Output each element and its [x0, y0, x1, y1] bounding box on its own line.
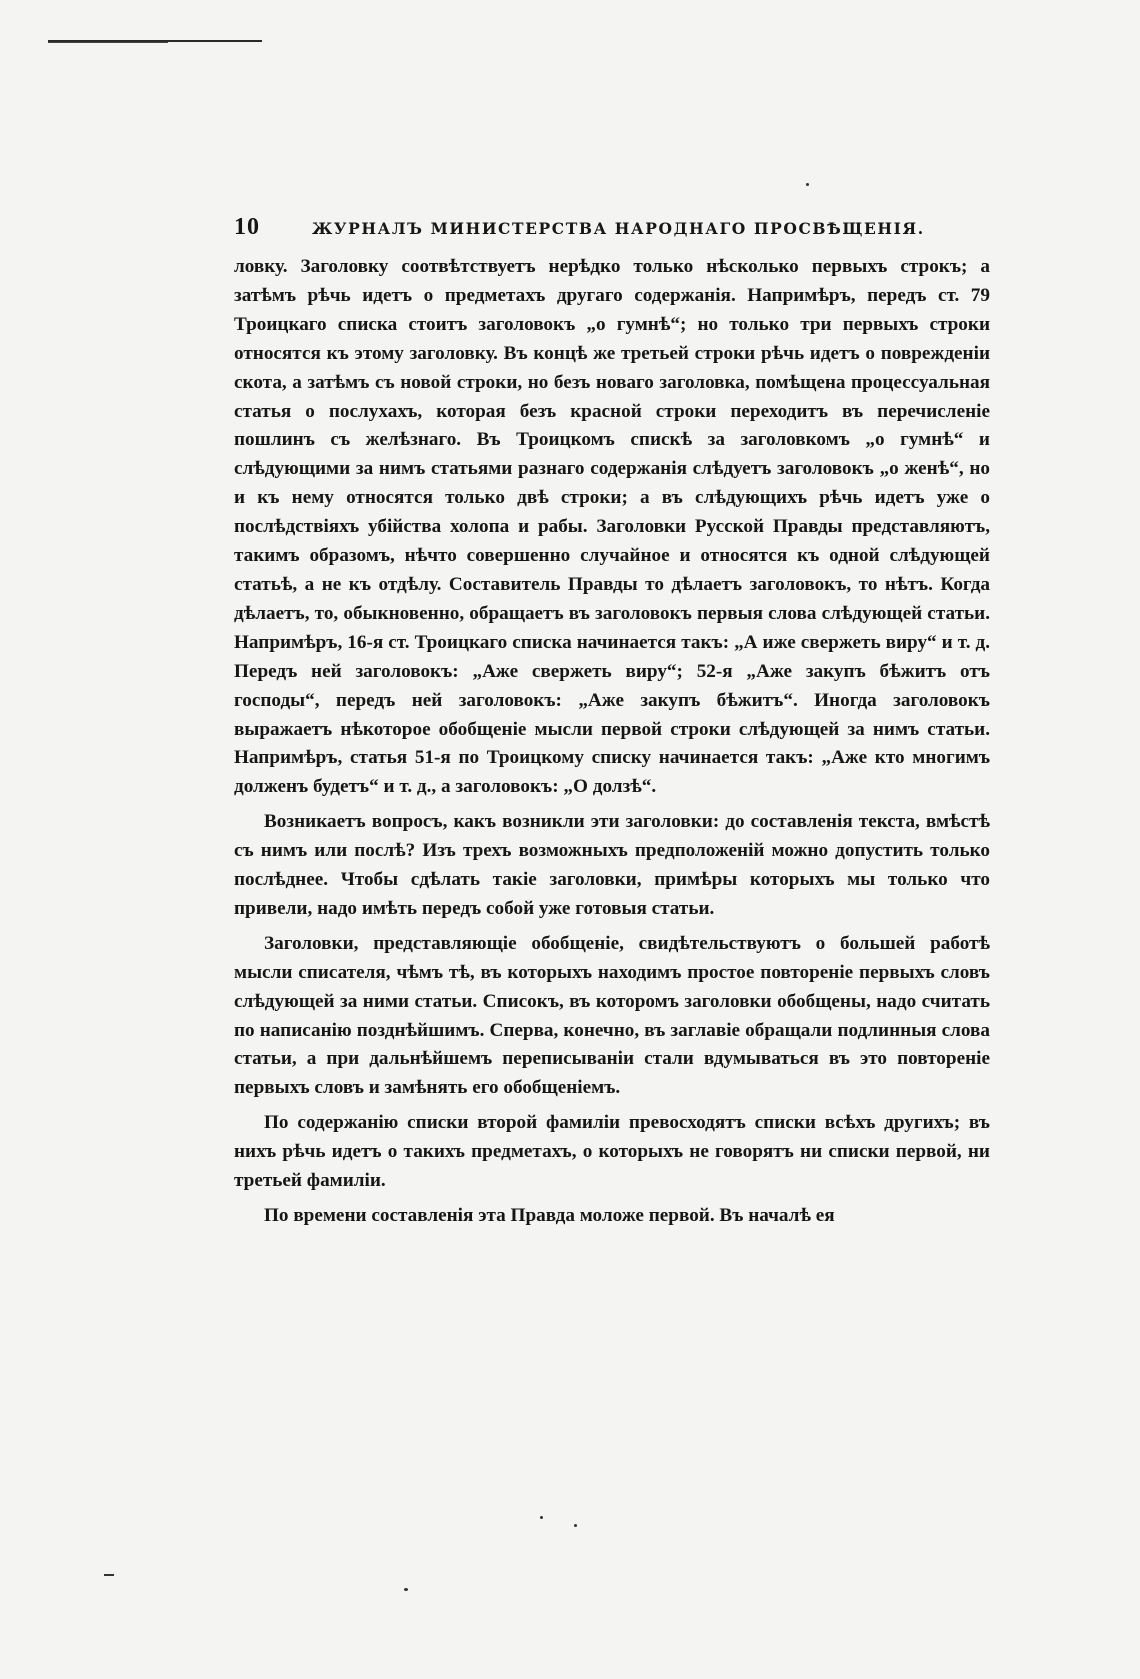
scan-speck — [806, 183, 809, 186]
body-text — [234, 253, 990, 1231]
paragraph-4: По содержанію списки второй фамиліи превосходятъ списки всѣхъ другихъ; въ нихъ рѣчь идетъ о такихъ предметахъ, о которыхъ не говорятъ ни списки первой, ни третьей фамиліи. — [234, 1112, 990, 1192]
scan-speck — [104, 1574, 114, 1576]
scan-speck — [540, 1516, 543, 1519]
paragraph-3: Заголовки, представляющіе обобщеніе, свидѣтельствуютъ о большей работѣ мысли списателя, чѣмъ тѣ, въ которыхъ находимъ простое повтореніе первыхъ словъ слѣдующей за ними статьи. Списокъ, въ которомъ заголовки обобщены, надо считать по написанію позднѣйшимъ. Сперва, конечно, въ заглавіе обращали подлинныя слова статьи, а при дальнѣйшемъ переписываніи стали вдумываться въ это повтореніе первыхъ словъ и замѣнять его обобщеніемъ. — [234, 932, 990, 1099]
journal-title: ЖУРНАЛЪ МИНИСТЕРСТВА НАРОДНАГО ПРОСВѢЩЕНІЯ. — [312, 219, 925, 238]
paragraph-1: ловку. Заголовку соотвѣтствуетъ нерѣдко только нѣсколько первыхъ строкъ; а затѣмъ рѣчь идетъ о предметахъ другаго содержанія. Напримѣръ, передъ ст. 79 Троицкаго списка стоитъ заголовокъ „о гумнѣ“; но только три первыхъ строки относятся къ этому заголовку. Въ концѣ же третьей строки рѣчь идетъ о поврежденіи скота, а затѣмъ съ новой строки, но безъ новаго заголовка, помѣщена процессуальная статья о послухахъ, которая безъ красной строки переходитъ въ перечисленіе пошлинъ съ желѣзнаго. Въ Троицкомъ спискѣ за заголовкомъ „о гумнѣ“ и слѣдующими за нимъ статьями разнаго содержанія слѣдуетъ заголовокъ „о женѣ“, но и къ нему относятся только двѣ строки; а въ слѣдующихъ рѣчь идетъ уже о послѣдствіяхъ убійства холопа и рабы. Заголовки Русской Правды представляютъ, такимъ образомъ, нѣчто совершенно случайное и относятся къ одной слѣдующей статьѣ, а не къ отдѣлу. Составитель Правды то дѣлаетъ заголовокъ, то нѣтъ. Когда дѣлаетъ, то, обыкновенно, обращаетъ въ заголовокъ первыя слова слѣдующей статьи. Напримѣръ, 16-я ст. Троицкаго списка начинается такъ: „А иже свержеть виру“ и т. д. Передъ ней заголовокъ: „Аже свержеть виру“; 52-я „Аже закупъ бѣжитъ отъ господы“, передъ ней заголовокъ: „Аже закупъ бѣжитъ“. Иногда заголовокъ выражаетъ нѣкоторое обобщеніе мысли первой строки слѣдующей за нимъ статьи. Напримѣръ, статья 51-я по Троицкому списку начинается такъ: „Аже кто многимъ долженъ будетъ“ и т. д., а заголовокъ: „О долзѣ“. — [234, 256, 990, 798]
page-number: 10 — [234, 214, 260, 240]
scan-edge-line-secondary — [48, 42, 168, 43]
scan-speck — [574, 1524, 577, 1527]
scan-speck — [404, 1588, 408, 1591]
book-page — [234, 214, 990, 1237]
paragraph-2: Возникаетъ вопросъ, какъ возникли эти заголовки: до составленія текста, вмѣстѣ съ нимъ или послѣ? Изъ трехъ возможныхъ предположеній можно допустить только послѣднее. Чтобы сдѣлать такіе заголовки, примѣры которыхъ мы только что привели, надо имѣть передъ собой уже готовыя статьи. — [234, 811, 990, 919]
paragraph-5: По времени составленія эта Правда моложе первой. Въ началѣ ея — [264, 1205, 835, 1226]
running-head — [234, 214, 990, 241]
